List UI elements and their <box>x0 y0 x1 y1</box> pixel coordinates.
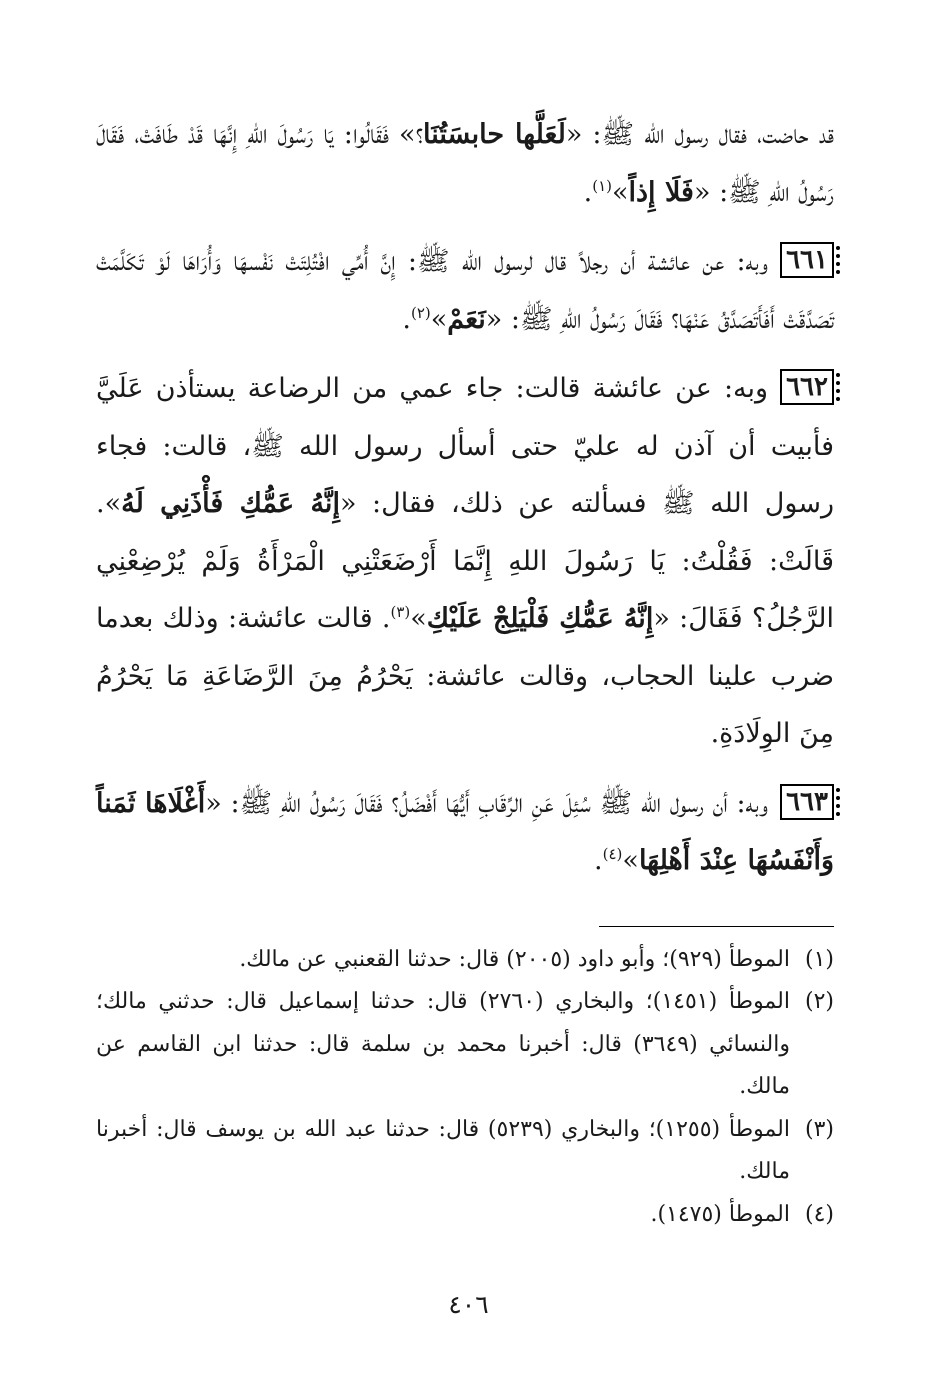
prophetic-quote: إِنَّهُ عَمُّكِ فَأْذَنِي لَهُ <box>121 488 340 519</box>
footnote-text: الموطأ (١٤٥١)؛ والبخاري (٢٧٦٠) قال: حدثنا إسماعيل قال: حدثني مالك؛ والنسائي (٣٦٤٩) قال: أخبرنا محمد بن سلمة قال: حدثنا ابن القاسم عن مالك. <box>96 989 790 1099</box>
footnote <box>96 1194 834 1237</box>
footnote-ref[interactable]: (١) <box>592 176 612 195</box>
footnote-text: الموطأ (١٢٥٥)؛ والبخاري (٥٢٣٩) قال: حدثنا عبد الله بن يوسف قال: أخبرنا مالك. <box>96 1116 790 1184</box>
hadith-paragraph <box>96 106 834 221</box>
page-number: ٤٠٦ <box>448 1290 489 1319</box>
text-segment: » <box>410 603 427 634</box>
footnote-ref[interactable]: (٤) <box>602 845 623 863</box>
prophetic-quote: نَعَمْ <box>447 303 486 335</box>
footnote <box>96 981 834 1109</box>
text-segment: ؟» فَقَالُوا: يَا رَسُولَ اللهِ إِنَّهَا قَدْ طَافَتْ، فَقَالَ رَسُولُ اللهِ ﷺ: « <box>96 119 834 208</box>
hadith-number-box: ٦٦٣ <box>780 784 834 820</box>
text-segment: » <box>430 303 448 335</box>
footnote-text: الموطأ (٩٢٩)؛ وأبو داود (٢٠٠٥) قال: حدثنا القعنبي عن مالك. <box>239 946 790 972</box>
text-segment: » <box>622 845 639 876</box>
main-text <box>96 106 834 890</box>
footnote-text: الموطأ (١٤٧٥). <box>650 1201 790 1227</box>
footnote-number: (٤) <box>804 1201 834 1227</box>
text-segment: وبه: أن رسول الله ﷺ سُئِلَ عَنِ الرِّقَابِ أَيُّهَا أَفْضَلُ؟ فَقَالَ رَسُولُ اللهِ ﷺ: « <box>205 787 769 819</box>
text-segment: وبه: عن عائشة أن رجلاً قال لرسول الله ﷺ: إِنَّ أُمِّي افْتُلِتَتْ نَفْسهَا وَأُرَاهَا لَوْ تَكَلَّمَتْ تَصَدَّقَتْ أَفَأَتَصَدَّقُ عَنْهَا؟ فَقَالَ رَسُولُ اللهِ ﷺ: « <box>96 246 834 335</box>
text-segment: وبه: عن عائشة قالت: جاء عمي من الرضاعة يستأذن عَلَيَّ فأبيت أن آذن له عليّ حتى أسأل رسول الله ﷺ، قالت: فجاء رسول الله ﷺ فسألته عن ذلك، فقال: « <box>96 373 835 519</box>
footnote-ref[interactable]: (٣) <box>390 603 411 621</box>
footnote-number: (٢) <box>804 989 834 1014</box>
text-segment: . <box>594 845 603 876</box>
prophetic-quote: لَعَلَّها حابسَتُنَا <box>423 119 566 150</box>
hadith-paragraph <box>96 775 834 890</box>
footnote-divider <box>599 926 834 927</box>
hadith-number-box: ٦٦٢ <box>780 369 834 405</box>
text-segment: ». قَالَتْ: فَقُلْتُ: يَا رَسُولَ اللهِ إِنَّمَا أَرْضَعَتْنِي الْمَرْأَةُ وَلَمْ يُرْضِعْنِي الرَّجُلُ؟ فَقَالَ: « <box>96 488 834 634</box>
prophetic-quote: أَغْلَاهَا ثَمَناً وَأَنْفَسُهَا عِنْدَ أَهْلِهَا <box>96 787 834 876</box>
hadith-paragraph <box>96 360 834 763</box>
footnote <box>96 939 834 982</box>
hadith-paragraph <box>96 233 834 348</box>
text-segment: . <box>583 176 593 208</box>
text-segment: » <box>611 176 629 208</box>
footnotes <box>96 939 834 1237</box>
footnote-ref[interactable]: (٢) <box>410 303 431 322</box>
text-segment: . <box>402 303 411 335</box>
footnote-number: (٣) <box>804 1116 834 1142</box>
footnote <box>96 1109 834 1194</box>
hadith-number-box: ٦٦١ <box>780 242 834 278</box>
text-segment: . قالت عائشة: وذلك بعدما ضرب علينا الحجاب، وقالت عائشة: يَحْرُمُ مِنَ الرَّضَاعَةِ مَا يَحْرُمُ مِنَ الوِلَادَةِ. <box>96 603 834 749</box>
text-segment: قد حاضت، فقال رسول الله ﷺ: « <box>565 119 834 150</box>
prophetic-quote: إِنَّهُ عَمُّكِ فَلْيَلِجْ عَلَيْكِ <box>426 603 654 634</box>
footnote-number: (١) <box>804 946 834 972</box>
prophetic-quote: فَلَا إِذاً <box>628 176 694 208</box>
